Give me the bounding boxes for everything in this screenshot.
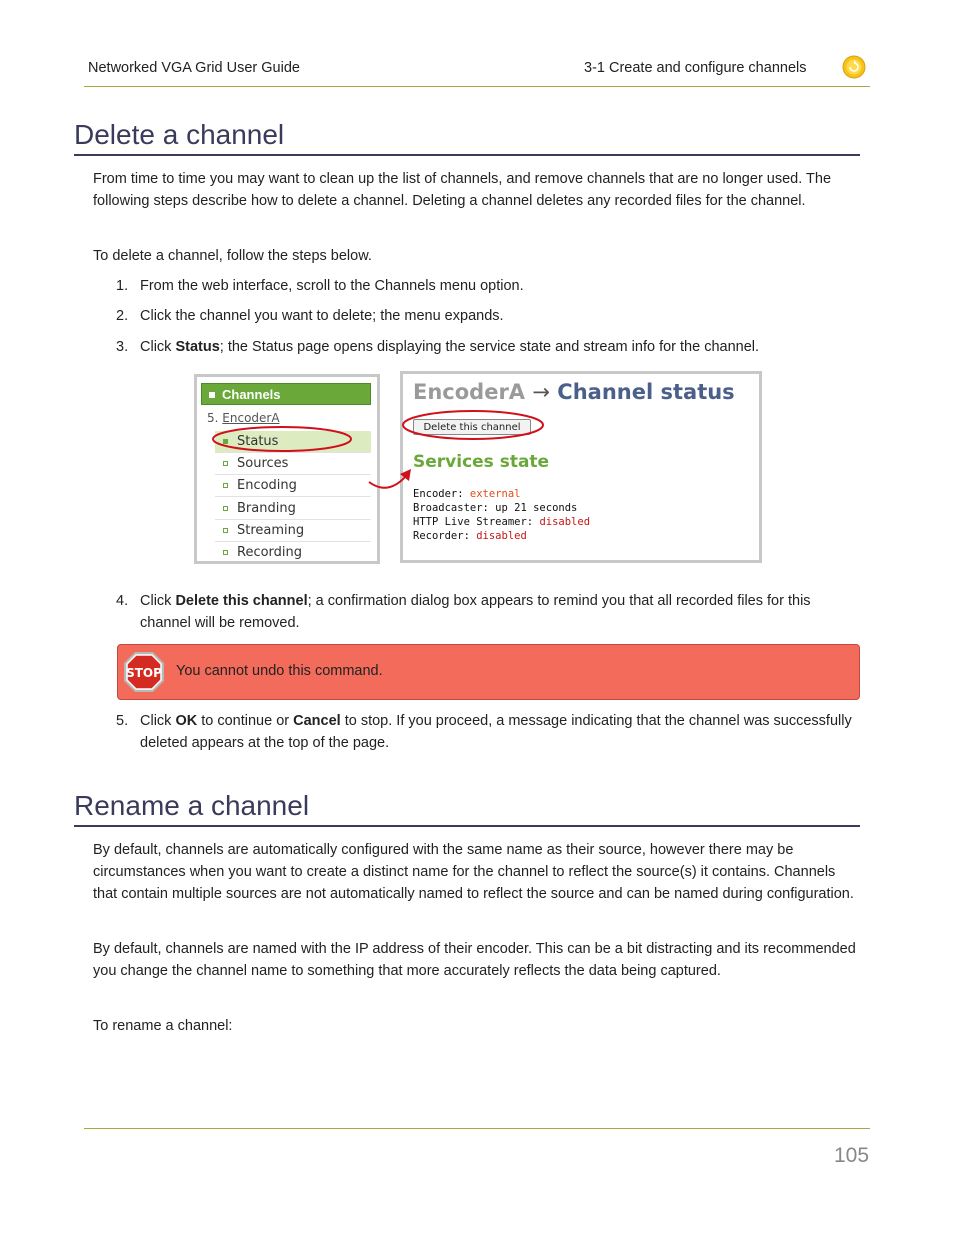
bullet-icon [223, 461, 228, 466]
bullet-icon [223, 550, 228, 555]
step-number: 4. [116, 593, 129, 609]
intro-paragraph: From time to time you may want to clean up the list of channels, and remove channels that are no longer used. The following steps describe how to delete a channel. Deleting a channel deletes any recorded files for the channel. [93, 171, 832, 209]
step-1-text: From the web interface, scroll to the Channels menu option. [140, 278, 524, 294]
rename-paragraph-2: By default, channels are named with the IP address of their encoder. This can be a bit distracting and its recommended you change the channel name to something that more accurately reflects the data being captured. [93, 941, 856, 979]
header-section-title: 3-1 Create and configure channels [584, 60, 807, 76]
status-line-hls: HTTP Live Streamer: disabled [413, 516, 591, 528]
menu-item-recording: Recording [215, 542, 371, 564]
menu-item-status: Status [215, 431, 371, 453]
status-line-encoder: Encoder: external [413, 488, 521, 500]
warning-text: You cannot undo this command. [176, 663, 383, 679]
channel-number: 5. [207, 411, 219, 425]
bullet-icon [223, 528, 228, 533]
step-4-text: Click Delete this channel; a confirmation dialog box appears to remind you that all recorded files for this channel will be removed. [140, 593, 811, 631]
menu-item-streaming: Streaming [215, 520, 371, 542]
bullet-icon [223, 483, 228, 488]
header-doc-title: Networked VGA Grid User Guide [88, 60, 300, 76]
menu-item-encoding: Encoding [215, 475, 371, 497]
channel-name-link: EncoderA [222, 411, 280, 425]
step-number: 1. [116, 278, 129, 294]
channel-status-title: EncoderA → Channel status [413, 380, 735, 404]
step-3-text: Click Status; the Status page opens displaying the service state and stream info for the channel. [140, 339, 760, 355]
rename-paragraph-1: By default, channels are automatically configured with the same name as their source, however there may be circumstances when you want to create a distinct name for the channel to reflect the source(s) it contains. Channels that contain multiple sources are not automatically named to reflect the source and can be named during configuration. [93, 842, 854, 902]
menu-item-branding: Branding [215, 498, 371, 520]
stop-sign-label: STOP [126, 666, 162, 680]
channels-menu-screenshot [194, 374, 380, 564]
step-number: 2. [116, 308, 129, 324]
section-heading-delete: Delete a channel [74, 119, 285, 150]
channel-entry [207, 411, 280, 425]
footer-rule [84, 1128, 870, 1129]
rename-paragraph-3: To rename a channel: [93, 1018, 233, 1034]
delete-channel-button: Delete this channel [413, 419, 531, 435]
channels-menu-header: Channels [201, 383, 371, 405]
step-number: 3. [116, 339, 129, 355]
stop-sign-icon [122, 650, 166, 694]
section-heading-rename: Rename a channel [74, 790, 310, 821]
section-heading-rule [74, 825, 860, 827]
page-number: 105 [834, 1144, 870, 1167]
steps-intro: To delete a channel, follow the steps below. [93, 248, 372, 264]
step-2-text: Click the channel you want to delete; the menu expands. [140, 308, 504, 324]
status-line-recorder: Recorder: disabled [413, 530, 527, 542]
status-line-broadcaster: Broadcaster: up 21 seconds [413, 502, 578, 514]
bullet-icon [223, 439, 228, 444]
services-state-heading: Services state [413, 452, 550, 472]
bullet-icon [223, 506, 228, 511]
step-number: 5. [116, 713, 129, 729]
section-heading-rule [74, 154, 860, 156]
warning-callout [117, 644, 860, 700]
header-rule [84, 86, 870, 87]
menu-item-sources: Sources [215, 453, 371, 475]
tip-icon [842, 55, 866, 79]
step-5-text: Click OK to continue or Cancel to stop. If you proceed, a message indicating that the channel was successfully deleted appears at the top of the page. [140, 713, 852, 751]
channel-status-screenshot [400, 371, 762, 563]
